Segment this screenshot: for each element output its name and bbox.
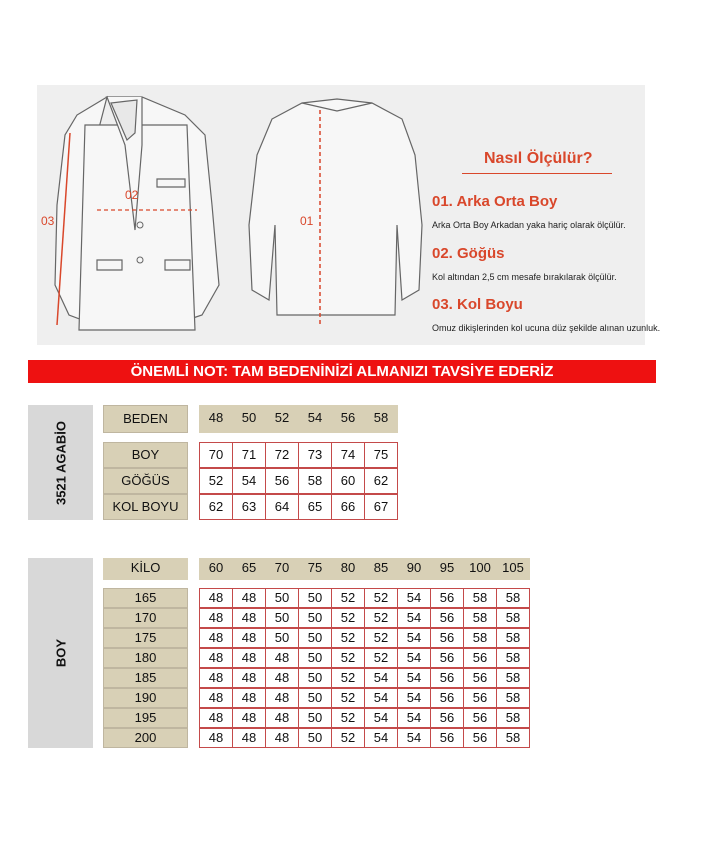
recommended-size-cell: 52 (331, 608, 365, 628)
recommended-size-cell: 58 (496, 628, 530, 648)
recommended-size-cell: 58 (463, 588, 497, 608)
recommended-size-cell: 58 (496, 648, 530, 668)
recommended-size-cell: 58 (496, 668, 530, 688)
recommended-size-cell: 52 (331, 648, 365, 668)
recommended-size-cell: 56 (463, 728, 497, 748)
recommended-size-cell: 48 (232, 728, 266, 748)
model-name: 3521 AGABİO (53, 420, 68, 505)
size-table-cell: 74 (331, 442, 365, 468)
recommended-size-cell: 48 (265, 668, 299, 688)
size-table-cell: 63 (232, 494, 266, 520)
recommended-size-cell: 52 (331, 708, 365, 728)
height-side-label (28, 558, 93, 748)
size-header-cell: 52 (265, 405, 299, 433)
recommended-size-cell: 50 (265, 588, 299, 608)
size-header-cell: 54 (298, 405, 332, 433)
size-table-cell: 62 (199, 494, 233, 520)
weight-header-cell: 95 (430, 558, 464, 580)
weight-header-cell: 70 (265, 558, 299, 580)
weight-header-cell: 90 (397, 558, 431, 580)
recommended-size-cell: 52 (364, 588, 398, 608)
weight-header-cell: 65 (232, 558, 266, 580)
recommended-size-cell: 56 (430, 608, 464, 628)
step-sleeve-title: 03. Kol Boyu (432, 296, 523, 313)
size-header-cell: 56 (331, 405, 365, 433)
height-row-label: 185 (103, 668, 188, 688)
weight-header-label: KİLO (103, 558, 188, 580)
recommended-size-cell: 54 (397, 608, 431, 628)
recommended-size-cell: 52 (331, 628, 365, 648)
recommended-size-cell: 48 (199, 688, 233, 708)
guide-title: Nasıl Ölçülür? (484, 150, 593, 167)
recommended-size-cell: 58 (463, 608, 497, 628)
front-length-marker: 03 (41, 214, 55, 228)
size-table-cell: 64 (265, 494, 299, 520)
height-row-label: 190 (103, 688, 188, 708)
recommended-size-cell: 48 (232, 628, 266, 648)
size-table-cell: 75 (364, 442, 398, 468)
recommended-size-cell: 52 (364, 648, 398, 668)
recommended-size-cell: 48 (199, 728, 233, 748)
recommended-size-cell: 52 (364, 628, 398, 648)
back-length-marker: 01 (300, 214, 314, 228)
recommended-size-cell: 56 (463, 668, 497, 688)
size-row-label: KOL BOYU (103, 494, 188, 520)
important-note-banner: ÖNEMLİ NOT: TAM BEDENİNİZİ ALMANIZI TAVSİYE EDERİZ (28, 360, 656, 383)
recommended-size-cell: 48 (199, 668, 233, 688)
size-table-cell: 54 (232, 468, 266, 494)
size-table-cell: 58 (298, 468, 332, 494)
recommended-size-cell: 52 (364, 608, 398, 628)
recommended-size-cell: 48 (199, 608, 233, 628)
size-row-label: BOY (103, 442, 188, 468)
step-back-length-desc: Arka Orta Boy Arkadan yaka hariç olarak ölçülür. (432, 220, 626, 230)
jacket-illustration (37, 85, 645, 345)
height-row-label: 200 (103, 728, 188, 748)
recommended-size-cell: 48 (199, 708, 233, 728)
recommended-size-cell: 54 (397, 588, 431, 608)
recommended-size-cell: 56 (430, 588, 464, 608)
size-header-cell: 50 (232, 405, 266, 433)
size-header-label: BEDEN (103, 405, 188, 433)
recommended-size-cell: 48 (265, 648, 299, 668)
recommended-size-cell: 58 (496, 688, 530, 708)
recommended-size-cell: 54 (397, 728, 431, 748)
height-row-label: 195 (103, 708, 188, 728)
size-table-cell: 71 (232, 442, 266, 468)
recommended-size-cell: 48 (265, 728, 299, 748)
recommended-size-cell: 56 (463, 648, 497, 668)
recommended-size-cell: 48 (265, 708, 299, 728)
recommended-size-cell: 50 (298, 668, 332, 688)
recommended-size-cell: 48 (232, 588, 266, 608)
recommended-size-cell: 56 (430, 648, 464, 668)
step-chest-title: 02. Göğüs (432, 245, 505, 262)
recommended-size-cell: 56 (430, 708, 464, 728)
recommended-size-cell: 54 (397, 648, 431, 668)
recommended-size-cell: 54 (397, 628, 431, 648)
recommended-size-cell: 48 (232, 648, 266, 668)
recommended-size-cell: 58 (463, 628, 497, 648)
recommended-size-cell: 52 (331, 668, 365, 688)
recommended-size-cell: 50 (298, 628, 332, 648)
recommended-size-cell: 50 (265, 628, 299, 648)
recommended-size-cell: 48 (232, 668, 266, 688)
recommended-size-cell: 48 (199, 588, 233, 608)
size-table-cell: 66 (331, 494, 365, 520)
recommended-size-cell: 54 (397, 708, 431, 728)
recommended-size-cell: 50 (298, 708, 332, 728)
recommended-size-cell: 50 (298, 608, 332, 628)
recommended-size-cell: 50 (298, 648, 332, 668)
height-row-label: 165 (103, 588, 188, 608)
guide-title-underline (462, 173, 612, 174)
recommended-size-cell: 50 (298, 688, 332, 708)
chest-marker: 02 (125, 188, 139, 202)
measurement-guide-panel (37, 85, 661, 345)
size-table-cell: 72 (265, 442, 299, 468)
size-table-cell: 73 (298, 442, 332, 468)
recommended-size-cell: 48 (199, 628, 233, 648)
recommended-size-cell: 54 (364, 688, 398, 708)
size-table-cell: 70 (199, 442, 233, 468)
size-row-label: GÖĞÜS (103, 468, 188, 494)
recommended-size-cell: 58 (496, 708, 530, 728)
step-chest-desc: Kol altından 2,5 cm mesafe bırakılarak ölçülür. (432, 272, 617, 282)
recommended-size-cell: 48 (199, 648, 233, 668)
recommended-size-cell: 52 (331, 728, 365, 748)
size-header-cell: 48 (199, 405, 233, 433)
recommended-size-cell: 56 (430, 628, 464, 648)
weight-header-cell: 80 (331, 558, 365, 580)
weight-header-cell: 75 (298, 558, 332, 580)
recommended-size-cell: 54 (364, 728, 398, 748)
recommended-size-cell: 48 (232, 688, 266, 708)
step-sleeve-desc: Omuz dikişlerinden kol ucuna düz şekilde alınan uzunluk. (432, 323, 661, 333)
height-axis-label: BOY (53, 638, 68, 668)
recommended-size-cell: 48 (232, 608, 266, 628)
recommended-size-cell: 54 (397, 688, 431, 708)
weight-header-cell: 100 (463, 558, 497, 580)
weight-header-cell: 60 (199, 558, 233, 580)
recommended-size-cell: 50 (298, 588, 332, 608)
recommended-size-cell: 48 (265, 688, 299, 708)
recommended-size-cell: 48 (232, 708, 266, 728)
model-side-label (28, 405, 93, 520)
size-table-cell: 67 (364, 494, 398, 520)
recommended-size-cell: 58 (496, 608, 530, 628)
recommended-size-cell: 54 (364, 668, 398, 688)
recommended-size-cell: 56 (463, 688, 497, 708)
recommended-size-cell: 58 (496, 588, 530, 608)
size-header-cell: 58 (364, 405, 398, 433)
size-table-cell: 60 (331, 468, 365, 494)
recommended-size-cell: 58 (496, 728, 530, 748)
size-table-cell: 62 (364, 468, 398, 494)
step-back-length-title: 01. Arka Orta Boy (432, 193, 558, 210)
recommended-size-cell: 56 (463, 708, 497, 728)
recommended-size-cell: 52 (331, 588, 365, 608)
height-row-label: 175 (103, 628, 188, 648)
height-row-label: 170 (103, 608, 188, 628)
recommended-size-cell: 56 (430, 668, 464, 688)
recommended-size-cell: 54 (397, 668, 431, 688)
size-table-cell: 65 (298, 494, 332, 520)
weight-header-cell: 105 (496, 558, 530, 580)
recommended-size-cell: 56 (430, 688, 464, 708)
recommended-size-cell: 50 (298, 728, 332, 748)
size-table-cell: 52 (199, 468, 233, 494)
recommended-size-cell: 52 (331, 688, 365, 708)
size-table-cell: 56 (265, 468, 299, 494)
height-row-label: 180 (103, 648, 188, 668)
recommended-size-cell: 56 (430, 728, 464, 748)
recommended-size-cell: 50 (265, 608, 299, 628)
recommended-size-cell: 54 (364, 708, 398, 728)
weight-header-cell: 85 (364, 558, 398, 580)
